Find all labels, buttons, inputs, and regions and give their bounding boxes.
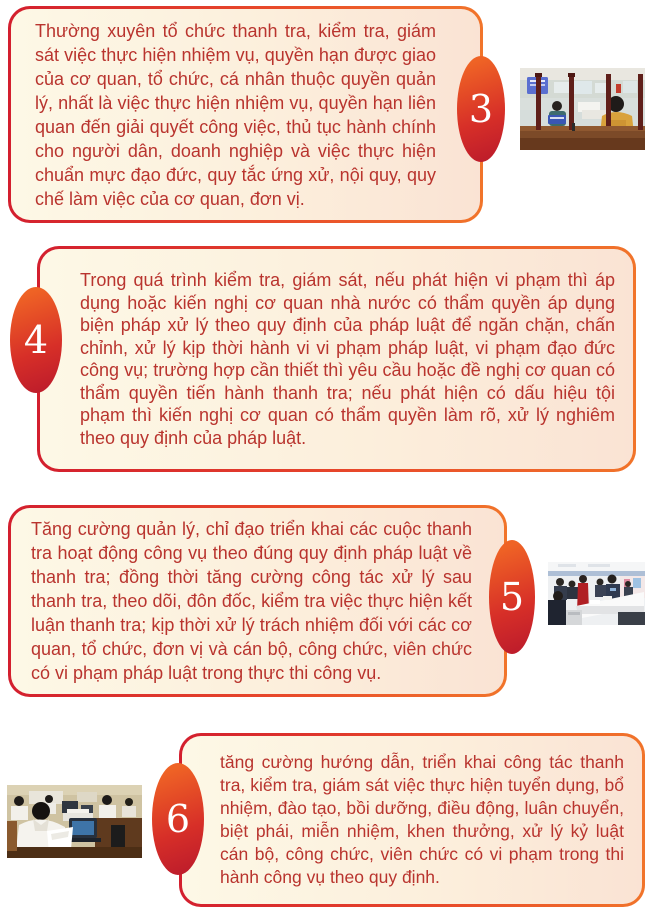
card-item-3-inner bbox=[11, 9, 480, 220]
card-item-5 bbox=[8, 505, 507, 697]
card-item-4 bbox=[37, 246, 636, 472]
number-badge-3-label: 3 bbox=[468, 87, 494, 131]
card-item-6-text: tăng cường hướng dẫn, triển khai công tác thanh tra, kiểm tra, giám sát việc thực hiện tuyển dụng, bổ nhiệm, đào tạo, bồi dưỡng, điều động, luân chuyển, biệt phái, miễn nhiệm, khen thưởng, xử lý kỷ luật cán bộ, công chức, viên chức có vi phạm trong thi hành công vụ theo quy định. bbox=[220, 752, 624, 887]
card-item-5-text: Tăng cường quản lý, chỉ đạo triển khai các cuộc thanh tra hoạt động công vụ theo đúng quy định pháp luật về thanh tra; đồng thời tăng cường công tác xử lý sau thanh tra, theo dõi, đôn đốc, kiểm tra việc thực hiện kết luận thanh tra; kịp thời xử lý trách nhiệm đối với các cơ quan, tổ chức, đơn vị và cán bộ, công chức, viên chức có vi phạm pháp luật trong thực thi công vụ. bbox=[31, 519, 472, 683]
card-item-5-inner bbox=[11, 508, 504, 694]
card-item-4-text: Trong quá trình kiểm tra, giám sát, nếu phát hiện vi phạm thì áp dụng hoặc kiến nghị cơ quan nhà nước có thẩm quyền áp dụng biện pháp xử lý theo quy định của pháp luật để ngăn chặn, chấn chỉnh, xử lý kịp thời hành vi vi phạm pháp luật, vi phạm đạo đức công vụ; trường hợp cần thiết thì yêu cầu hoặc đề nghị cơ quan có thẩm quyền tiến hành thanh tra; nếu phát hiện có dấu hiệu tội phạm thì kiến nghị cơ quan có thẩm quyền làm rõ, xử lý nghiêm theo quy định của pháp luật. bbox=[80, 270, 615, 448]
number-badge-4 bbox=[10, 287, 62, 393]
number-badge-6 bbox=[152, 763, 204, 875]
card-item-3 bbox=[8, 6, 483, 223]
card-item-6-inner bbox=[182, 736, 642, 904]
photo-public-service-counter bbox=[520, 68, 645, 150]
number-badge-5 bbox=[489, 540, 535, 654]
number-badge-4-label: 4 bbox=[23, 318, 49, 362]
photo-office-staff-working bbox=[7, 785, 142, 858]
photo-admin-service-hall bbox=[548, 562, 645, 625]
number-badge-6-label: 6 bbox=[165, 797, 191, 841]
card-item-6 bbox=[179, 733, 645, 907]
number-badge-5-label: 5 bbox=[499, 575, 525, 619]
number-badge-3 bbox=[457, 56, 505, 162]
card-item-4-inner bbox=[40, 249, 633, 469]
card-item-3-text: Thường xuyên tổ chức thanh tra, kiểm tra, giám sát việc thực hiện nhiệm vụ, quyền hạn được giao của cơ quan, tổ chức, cá nhân thuộc quyền quản lý, nhất là việc thực hiện nhiệm vụ, quyền hạn liên quan đến giải quyết công việc, thủ tục hành chính cho người dân, doanh nghiệp và việc thực hiện chuẩn mực đạo đức, quy tắc ứng xử, nội quy, quy chế làm việc của cơ quan, đơn vị. bbox=[35, 20, 436, 209]
